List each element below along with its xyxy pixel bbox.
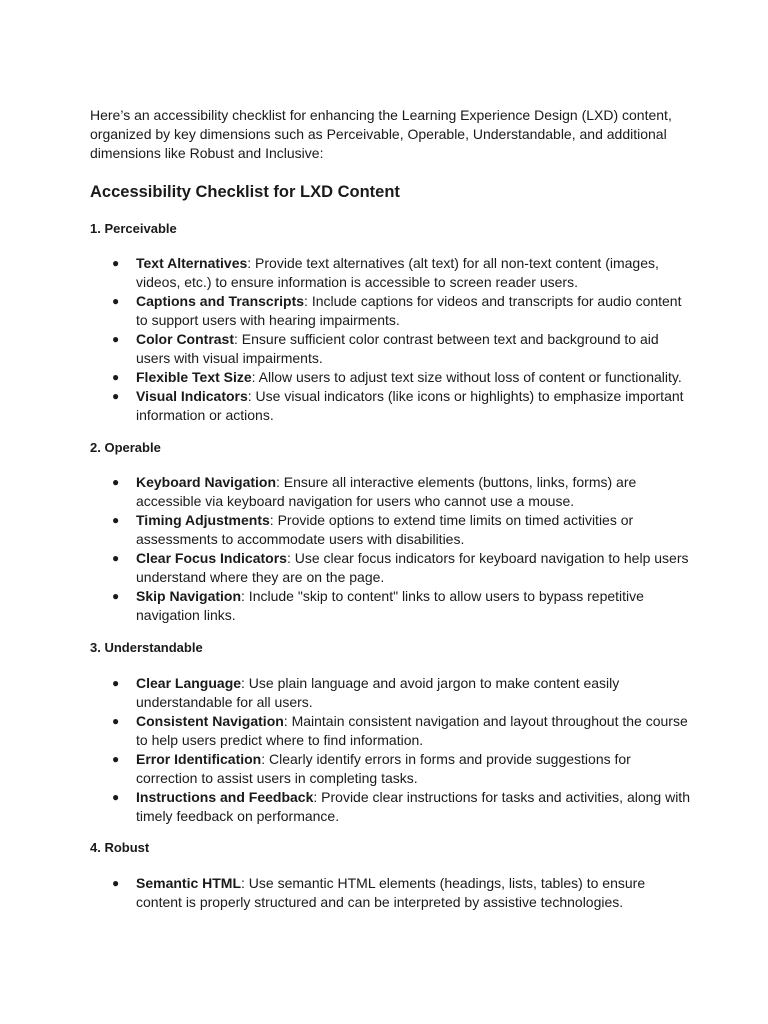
item-description: : Provide options to extend time limits on timed activities or assessments to accommodate users with disabilities. xyxy=(136,512,634,547)
list-item xyxy=(90,674,690,712)
item-term: Clear Language xyxy=(136,675,242,691)
bullet-icon: ● xyxy=(112,389,120,403)
list-item xyxy=(90,292,690,330)
item-description: : Include "skip to content" links to allow users to bypass repetitive navigation links. xyxy=(136,588,644,623)
item-term: Instructions and Feedback xyxy=(136,789,314,805)
item-description: : Ensure all interactive elements (buttons, links, forms) are accessible via keyboard navigation for users who cannot use a mouse. xyxy=(136,474,637,509)
item-description: : Maintain consistent navigation and layout throughout the course to help users predict where to find information. xyxy=(136,713,688,748)
list-item xyxy=(90,712,690,750)
list-item xyxy=(90,254,690,292)
bullet-icon: ● xyxy=(112,294,120,308)
bullet-icon: ● xyxy=(112,790,120,804)
list-item xyxy=(90,387,690,425)
item-term: Skip Navigation xyxy=(136,588,242,604)
item-term: Timing Adjustments xyxy=(136,512,270,528)
bullet-icon: ● xyxy=(112,256,120,270)
list-item xyxy=(90,549,690,587)
item-term: Clear Focus Indicators xyxy=(136,550,287,566)
item-term: Error Identification xyxy=(136,751,262,767)
list-item xyxy=(90,330,690,368)
list-item xyxy=(90,788,690,826)
list-item xyxy=(90,511,690,549)
section-heading-perceivable: 1. Perceivable xyxy=(90,221,177,236)
operable-list xyxy=(90,473,690,625)
item-term: Semantic HTML xyxy=(136,875,242,891)
list-item xyxy=(90,368,690,387)
bullet-icon: ● xyxy=(112,714,120,728)
item-description: : Provide text alternatives (alt text) for all non-text content (images, videos, etc.) to ensure information is accessible to screen reader users. xyxy=(136,255,659,290)
list-item xyxy=(90,750,690,788)
item-description: : Use clear focus indicators for keyboard navigation to help users understand where they are on the page. xyxy=(136,550,689,585)
item-term: Flexible Text Size xyxy=(136,369,252,385)
section-heading-robust: 4. Robust xyxy=(90,840,150,855)
item-description: : Use plain language and avoid jargon to make content easily understandable for all users. xyxy=(136,675,620,710)
section-heading-operable: 2. Operable xyxy=(90,440,161,455)
item-description: : Use visual indicators (like icons or highlights) to emphasize important information or actions. xyxy=(136,388,684,423)
item-description: : Ensure sufficient color contrast between text and background to aid users with visual impairments. xyxy=(136,331,659,366)
perceivable-list xyxy=(90,254,690,425)
bullet-icon: ● xyxy=(112,370,120,384)
checklist-title: Accessibility Checklist for LXD Content xyxy=(90,183,400,201)
bullet-icon: ● xyxy=(112,551,120,565)
item-description: : Provide clear instructions for tasks and activities, along with timely feedback on performance. xyxy=(136,789,690,824)
item-description: : Use semantic HTML elements (headings, lists, tables) to ensure content is properly structured and can be interpreted by assistive technologies. xyxy=(136,875,646,910)
understandable-list xyxy=(90,674,690,826)
section-heading-understandable: 3. Understandable xyxy=(90,640,203,655)
bullet-icon: ● xyxy=(112,513,120,527)
list-item xyxy=(90,587,690,625)
item-description: : Allow users to adjust text size without loss of content or functionality. xyxy=(251,369,682,385)
bullet-icon: ● xyxy=(112,589,120,603)
bullet-icon: ● xyxy=(112,332,120,346)
list-item xyxy=(90,473,690,511)
item-term: Text Alternatives xyxy=(136,255,248,271)
item-term: Keyboard Navigation xyxy=(136,474,277,490)
bullet-icon: ● xyxy=(112,676,120,690)
item-term: Consistent Navigation xyxy=(136,713,284,729)
item-description: : Clearly identify errors in forms and provide suggestions for correction to assist users in completing tasks. xyxy=(136,751,631,786)
list-item xyxy=(90,874,690,912)
bullet-icon: ● xyxy=(112,752,120,766)
item-term: Visual Indicators xyxy=(136,388,248,404)
item-term: Color Contrast xyxy=(136,331,234,347)
intro-paragraph: Here’s an accessibility checklist for enhancing the Learning Experience Design (LXD) content, organized by key dimensions such as Perceivable, Operable, Understandable, and additional dimensions like Robust and Inclusive: xyxy=(90,107,672,161)
item-term: Captions and Transcripts xyxy=(136,293,305,309)
robust-list xyxy=(90,874,690,912)
bullet-icon: ● xyxy=(112,475,120,489)
bullet-icon: ● xyxy=(112,876,120,890)
item-description: : Include captions for videos and transcripts for audio content to support users with hearing impairments. xyxy=(136,293,682,328)
